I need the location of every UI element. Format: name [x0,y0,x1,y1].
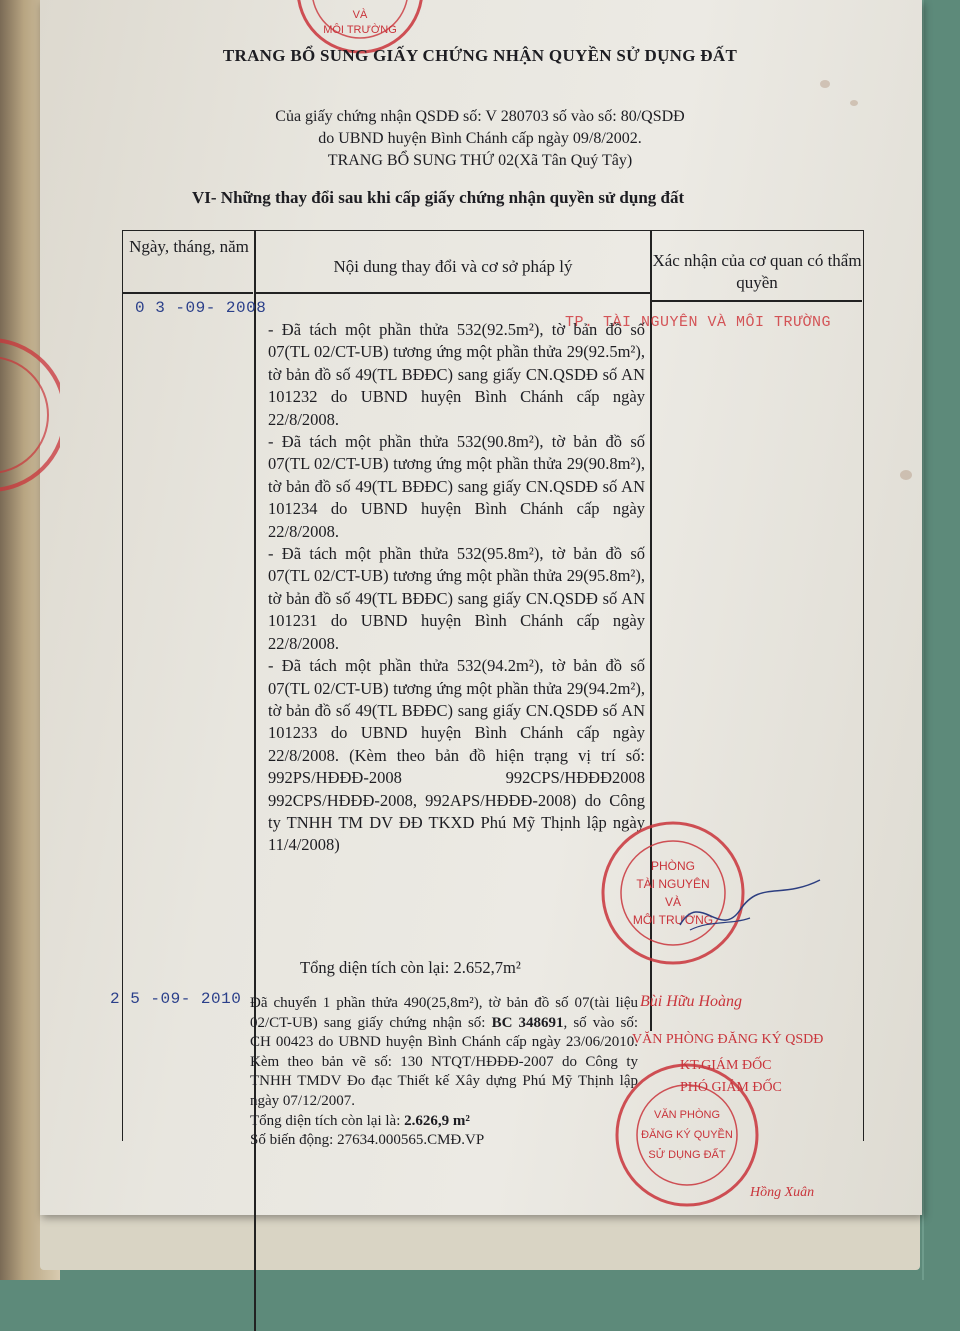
bottom-seal-text-3: SỬ DỤNG ĐẤT [648,1149,726,1161]
middle-seal-text-2: TÀI NGUYÊN [636,877,710,891]
entry-item: - Đã tách một phần thửa 532(95.8m²), tờ bản đồ số 07(TL 02/CT-UB) tương ứng một phần thửa 29(95.8m²), tờ bản đồ số 49(TL BĐĐC) sang giấy CN.QSDĐ số AN 101231 do UBND huyện Bình Chánh cấp ngày 22/8/2008. [268,544,645,653]
column-header-confirm: Xác nhận của cơ quan có thẩm quyền [652,251,862,292]
role-line-1: KT.GIÁM ĐỐC [680,1058,772,1073]
agency-stamp: TP. TÀI NGUYÊN VÀ MÔI TRƯỜNG [565,314,832,331]
bottom-seal-text-1: VĂN PHÒNG [653,1109,721,1121]
entry-date: 0 3 -09- 2008 [135,299,267,317]
section-title: VI- Những thay đổi sau khi cấp giấy chứng nhận quyền sử dụng đất [192,188,685,207]
header-line-2: do UBND huyện Bình Chánh cấp ngày 09/8/2002. [318,130,642,147]
entry-item: - Đã tách một phần thửa 532(90.8m²), tờ bản đồ số 07(TL 02/CT-UB) tương ứng một phần thửa 29(90.8m²), tờ bản đồ số 49(TL BĐĐC) sang giấy CN.QSDĐ số AN 101234 do UBND huyện Bình Chánh cấp ngày 22/8/2008. [268,432,645,541]
entry-item: - Đã tách một phần thửa 532(94.2m²), tờ bản đồ số 07(TL 02/CT-UB) tương ứng một phần thửa 29(94.2m²), tờ bản đồ số 49(TL BĐĐC) sang giấy CN.QSDĐ số AN 101233 do UBND huyện Bình Chánh cấp ngày 22/8/2008. (Kèm theo bản đồ hiện trạng vị trí số: 992PS/HĐĐĐ-2008 992CPS/HĐĐĐ2008 992CPS/HĐĐĐ-2008, 992APS/HĐĐĐ-2008) do Công ty TNHH TM DV ĐĐ TKXD Phú Mỹ Thịnh lập ngày 11/4/2008) [268,656,645,855]
column-header-content: Nội dung thay đổi và cơ sở pháp lý [333,257,573,276]
column-header-date: Ngày, tháng, năm [129,237,249,256]
remaining-area-value: 2.626,9 m² [404,1112,470,1129]
stain [900,470,912,480]
entry-date: 2 5 -09- 2010 [110,990,242,1008]
signer-name: Bùi Hữu Hoàng [640,993,743,1010]
page-title: TRANG BỔ SUNG GIẤY CHỨNG NHẬN QUYỀN SỬ DỤNG ĐẤT [222,46,738,65]
top-seal-text-2: MÔI TRƯỜNG [323,24,397,36]
entry-text: , số vào số: CH 00423 do UBND huyện Bình Chánh cấp ngày 23/06/2010. Kèm theo bản vẽ số: 130 NTQT/HĐĐĐ-2007 do Công ty TNHH TMDV Đo đạc Thiết kế Xây dựng Phú Mỹ Thịnh lập ngày 07/12/2007. [250,1014,639,1109]
bottom-seal-text-2: ĐĂNG KÝ QUYỀN [641,1129,733,1141]
left-seal [0,330,60,500]
entry-item: - Đã tách một phần thửa 532(92.5m²), tờ bản đồ số 07(TL 02/CT-UB) tương ứng một phần thửa 29(92.5m²), tờ bản đồ số 49(TL BĐĐC) sang giấy CN.QSDĐ số AN 101232 do UBND huyện Bình Chánh cấp ngày 22/8/2008. [268,320,645,429]
stain [850,100,858,106]
remaining-area-total: Tổng diện tích còn lại: 2.652,7m² [300,958,521,977]
office-name: VĂN PHÒNG ĐĂNG KÝ QSDĐ [632,1032,824,1047]
role-line-2: PHÓ GIÁM ĐỐC [680,1080,782,1095]
header-divider [651,300,862,302]
entry-content [268,319,645,857]
second-signer: Hồng Xuân [750,1185,815,1200]
background-tile-line [922,0,924,1280]
certificate-number: BC 348691 [491,1014,564,1031]
header-divider [123,292,253,294]
middle-seal-text-1: PHÒNG [650,859,696,873]
bottom-seal [612,1060,762,1210]
entry-content [250,994,638,1151]
entry-text: Đã chuyển 1 phần thửa 490(25,8m²), tờ bản đồ số 07(tài liệu 02/CT-UB) sang giấy chứng nhận số: [250,995,638,1031]
middle-seal-text-4: MÔI TRƯỜNG [632,913,714,927]
header-line-1: Của giấy chứng nhận QSDĐ số: V 280703 số vào số: 80/QSDĐ [275,108,685,125]
stain [820,80,830,88]
change-number: Số biến động: 27634.000565.CMĐ.VP [250,1132,485,1149]
top-seal-text-1: VÀ [352,9,368,21]
header-line-3: TRANG BỔ SUNG THỨ 02(Xã Tân Quý Tây) [327,152,633,169]
signature-scribble [660,870,830,950]
header-divider [255,292,650,294]
column-divider [254,231,256,1331]
middle-seal-text-3: VÀ [664,895,682,909]
remaining-area-label: Tổng diện tích còn lại là: [250,1112,401,1129]
